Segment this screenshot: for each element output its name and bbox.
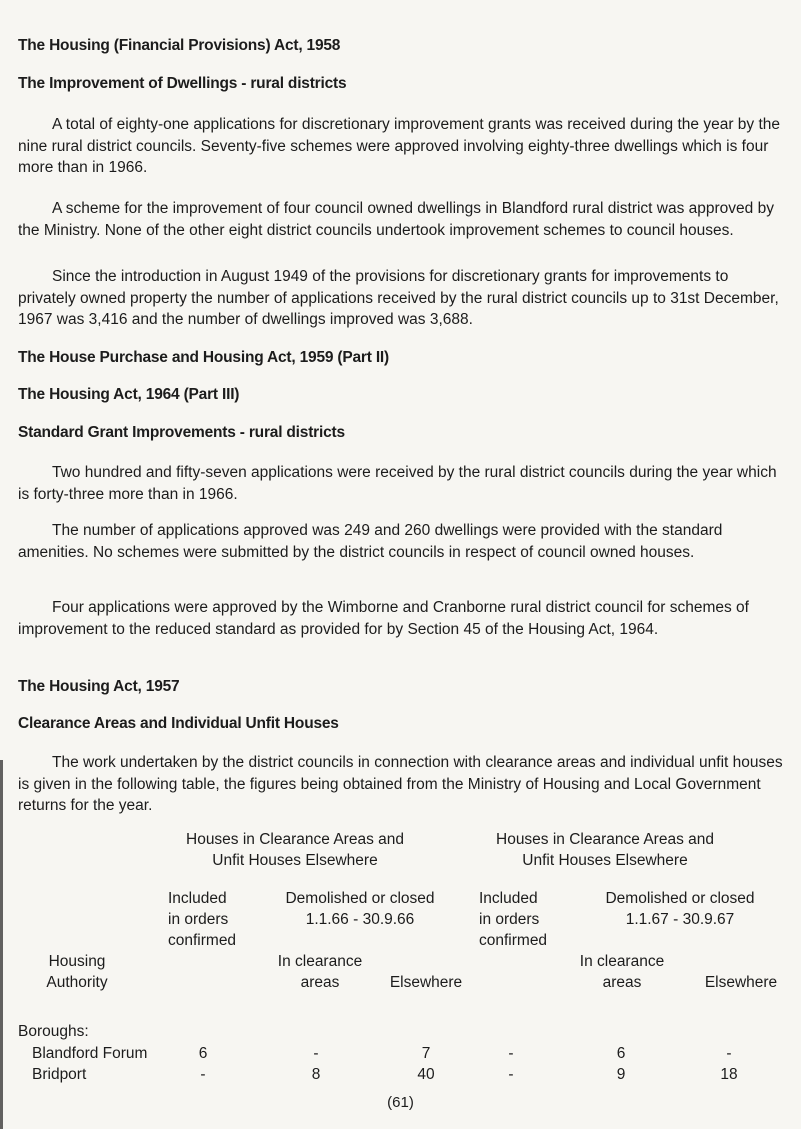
- heading-clearance-areas: Clearance Areas and Individual Unfit Houses: [18, 715, 339, 732]
- row-blandford-forum-name: Blandford Forum: [32, 1045, 148, 1062]
- paragraph-standard-applications: Two hundred and fifty-seven applications were received by the rural district councils during the year which is forty-three more than in 1966.: [18, 464, 777, 503]
- col1-header-line1: Included: [168, 890, 227, 907]
- group1-demolished-line2: 1.1.66 - 30.9.66: [305, 911, 415, 928]
- col4-header-line1: Included: [479, 890, 538, 907]
- paragraph-clearance-work: The work undertaken by the district councils in connection with clearance areas and individual unfit houses is given in the following table, the figures being obtained from the Ministry of Housing and Local Government returns for the year.: [18, 754, 783, 814]
- paragraph-since-1949: Since the introduction in August 1949 of the provisions for discretionary grants for improvements to privately owned property the number of applications received by the rural district councils up to 31st December, 1967 was 3,416 and the number of dwellings improved was 3,688.: [18, 268, 779, 328]
- row-blandford-forum-c4: -: [508, 1045, 514, 1062]
- row-bridport-c6: 18: [720, 1066, 738, 1083]
- paragraph-council-dwellings-scheme: A scheme for the improvement of four council owned dwellings in Blandford rural district was approved by the Ministry. None of the other eight district councils undertook improvement schemes to council houses.: [18, 200, 774, 239]
- page-edge-shadow: [0, 760, 3, 1129]
- col1-header-line2: in orders: [168, 911, 229, 928]
- row-bridport-c4: -: [508, 1066, 514, 1083]
- row-blandford-forum-c1: 6: [198, 1045, 208, 1062]
- row-blandford-forum-c3: 7: [421, 1045, 431, 1062]
- row-bridport-c2: 8: [311, 1066, 321, 1083]
- paragraph-discretionary-grants: A total of eighty-one applications for discretionary improvement grants was received during the year by the nine rural district councils. Seventy-five schemes were approved involving eighty-three dwellings which is four more than in 1966.: [18, 116, 781, 176]
- table-group1-header-line1: Houses in Clearance Areas and: [186, 831, 404, 848]
- row-bridport-c1: -: [200, 1066, 206, 1083]
- col2-header-line1: In clearance: [277, 953, 363, 970]
- col5-header-line1: In clearance: [579, 953, 665, 970]
- col6-header: Elsewhere: [704, 974, 778, 991]
- heading-standard-grant-improvements: Standard Grant Improvements - rural districts: [18, 424, 345, 441]
- paragraph-wimborne-cranborne: Four applications were approved by the Wimborne and Cranborne rural district council for schemes of improvement to the reduced standard as provided for by Section 45 of the Housing Act, 1964.: [18, 599, 749, 638]
- col1-header-line3: confirmed: [168, 932, 237, 949]
- col2-header-line2: areas: [300, 974, 340, 991]
- row-blandford-forum-c5: 6: [616, 1045, 626, 1062]
- heading-housing-act-1964: The Housing Act, 1964 (Part III): [18, 386, 240, 403]
- table-group1-header-line2: Unfit Houses Elsewhere: [212, 852, 378, 869]
- heading-improvement-of-dwellings: The Improvement of Dwellings - rural districts: [18, 75, 347, 92]
- col4-header-line2: in orders: [479, 911, 540, 928]
- paragraph-applications-approved: The number of applications approved was 249 and 260 dwellings were provided with the standard amenities. No schemes were submitted by the district councils in respect of council owned houses.: [18, 522, 723, 561]
- heading-housing-financial-provisions-act: The Housing (Financial Provisions) Act, 1958: [18, 37, 341, 54]
- row-blandford-forum-c2: -: [313, 1045, 319, 1062]
- heading-housing-act-1957: The Housing Act, 1957: [18, 678, 180, 695]
- section-label-boroughs: Boroughs:: [18, 1023, 89, 1040]
- table-group2-header-line1: Houses in Clearance Areas and: [496, 831, 714, 848]
- col5-header-line2: areas: [602, 974, 642, 991]
- group1-demolished-line1: Demolished or closed: [285, 890, 435, 907]
- housing-authority-header-line2: Authority: [46, 974, 108, 991]
- group2-demolished-line2: 1.1.67 - 30.9.67: [625, 911, 735, 928]
- group2-demolished-line1: Demolished or closed: [605, 890, 755, 907]
- table-group2-header-line2: Unfit Houses Elsewhere: [522, 852, 688, 869]
- row-bridport-c3: 40: [417, 1066, 435, 1083]
- page-number: (61): [387, 1094, 414, 1111]
- heading-house-purchase-act: The House Purchase and Housing Act, 1959 (Part II): [18, 349, 389, 366]
- row-blandford-forum-c6: -: [726, 1045, 732, 1062]
- housing-authority-header-line1: Housing: [48, 953, 106, 970]
- row-bridport-c5: 9: [616, 1066, 626, 1083]
- col3-header: Elsewhere: [389, 974, 463, 991]
- row-bridport-name: Bridport: [32, 1066, 87, 1083]
- col4-header-line3: confirmed: [479, 932, 548, 949]
